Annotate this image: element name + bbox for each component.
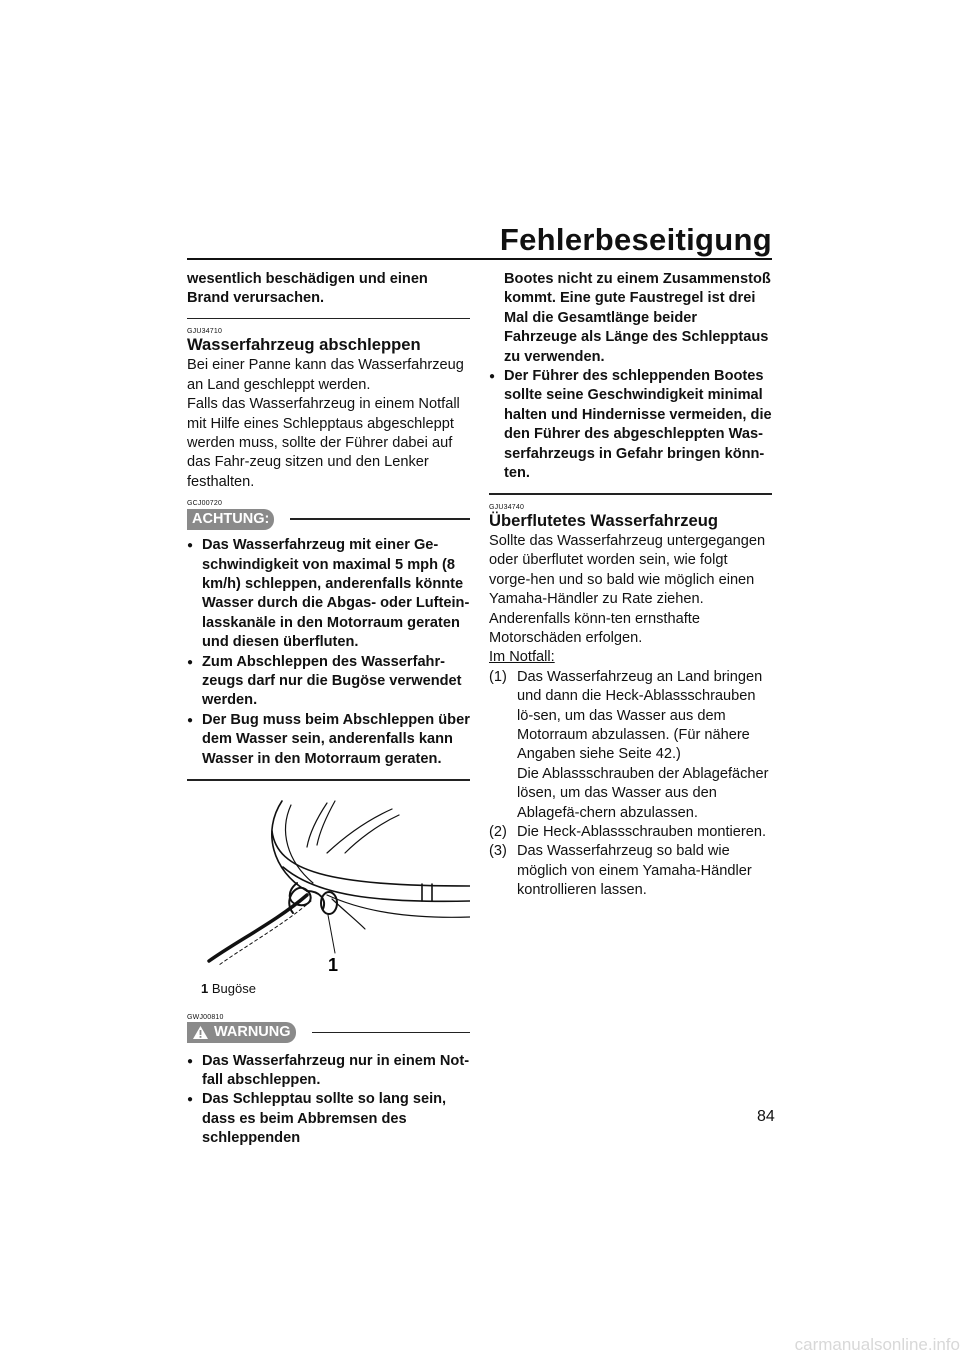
step-item: [489, 823, 772, 842]
caution-item: ● Das Wasserfahrzeug mit einer Ge-schwindigkeit von maximal 5 mph (8 km/h) schleppen, anderenfalls könnte Wasser durch die Abgas- oder Luftein-lasskanäle in den Motorraum geraten und diesen überfluten.: [187, 536, 470, 652]
warning-badge: [187, 1022, 296, 1043]
caution-rule: [290, 518, 470, 520]
warning-code: GWJ00810: [187, 1013, 224, 1021]
flooded-paragraph: Sollte das Wasserfahrzeug untergegangen oder überflutet worden sein, wie folgt vorge-hen und so bald wie möglich einen Yamaha-Händler zu Rate ziehen. Anderenfalls könn-ten ernsthafte Motorschäden erfolgen.: [489, 532, 766, 646]
warning-triangle-icon: [192, 1025, 209, 1040]
caution-badge: ACHTUNG:: [187, 509, 274, 530]
step-text: Das Wasserfahrzeug an Land bringen und dann die Heck-Ablassschrauben lö-sen, um das Wasser aus dem Motorraum abzulassen. (Für nähere Angaben siehe Seite 42.): [517, 668, 763, 763]
intro-bold-text: wesentlich beschädigen und einen Brand verursachen.: [187, 271, 428, 307]
step-number: (3): [489, 843, 507, 860]
right-column: [489, 270, 772, 901]
caution-header: [187, 508, 470, 530]
figure-callout: 1: [328, 954, 339, 975]
step-item: [489, 668, 772, 823]
section-heading-flooded: Überflutetes Wasserfahrzeug: [489, 510, 718, 530]
warning-item-continued: Bootes nicht zu einem Zusammenstoß kommt. Eine gute Faustregel ist drei Mal die Gesamtlänge beider Fahrzeuge als Länge des Schlepptaus zu verwenden.: [504, 271, 771, 365]
step-number: (2): [489, 824, 507, 841]
warning-item: ● Das Wasserfahrzeug nur in einem Not-fall abschleppen.: [187, 1052, 470, 1091]
warning-item: ● Der Führer des schleppenden Bootes sollte seine Geschwindigkeit minimal halten und Hindernisse vermeiden, die den Führer des abgeschleppten Was-serfahrzeugs in Gefahr bringen könn-ten.: [489, 367, 772, 483]
bow-eye-illustration: [187, 791, 470, 991]
step-number: (1): [489, 668, 507, 685]
caption-number: 1: [201, 980, 209, 996]
step-extra-text: Die Ablassschrauben der Ablagefächer lösen, um das Wasser aus den Ablagefä-chern abzulassen.: [517, 765, 769, 821]
section-code: GJU34740: [489, 503, 525, 511]
site-watermark: carmanualsonline.info: [794, 1335, 960, 1354]
step-item: [489, 842, 772, 900]
caution-item: ● Zum Abschleppen des Wasserfahr-zeugs darf nur die Bugöse verwendet werden.: [187, 653, 470, 711]
emergency-label: Im Notfall:: [489, 649, 555, 666]
page-title: Fehlerbeseitigung: [499, 222, 772, 257]
caution-end-rule: [187, 779, 470, 781]
header-rule: [187, 258, 772, 260]
watercraft-bow-drawing: [187, 791, 470, 991]
step-text: Die Heck-Ablassschrauben montieren.: [517, 824, 767, 841]
section-code: GJU34710: [187, 328, 223, 336]
page-number: 84: [757, 1108, 775, 1125]
towing-paragraph-2: Falls das Wasserfahrzeug in einem Notfall mit Hilfe eines Schlepptaus abgeschleppt werden muss, sollte der Führer dabei auf das Fahr-zeug sitzen und den Lenker festhalten.: [187, 396, 460, 490]
step-text: Das Wasserfahrzeug so bald wie möglich von einem Yamaha-Händler kontrollieren lassen.: [517, 843, 752, 899]
section-heading-towing: Wasserfahrzeug abschleppen: [187, 335, 421, 355]
caution-code: GCJ00720: [187, 500, 223, 508]
warning-rule: [312, 1032, 470, 1034]
warning-label: WARNUNG: [214, 1024, 291, 1041]
towing-paragraph-1: Bei einer Panne kann das Wasserfahrzeug an Land geschleppt werden.: [187, 357, 464, 393]
caution-item: ● Der Bug muss beim Abschleppen über dem Wasser sein, anderenfalls kann Wasser in den Motorraum geraten.: [187, 711, 470, 769]
caption-text: Bugöse: [211, 980, 256, 996]
left-column: [187, 270, 470, 1149]
warning-header: [187, 1022, 470, 1044]
warning-item: ● Das Schlepptau sollte so lang sein, dass es beim Abbremsen des schleppenden: [187, 1090, 470, 1148]
